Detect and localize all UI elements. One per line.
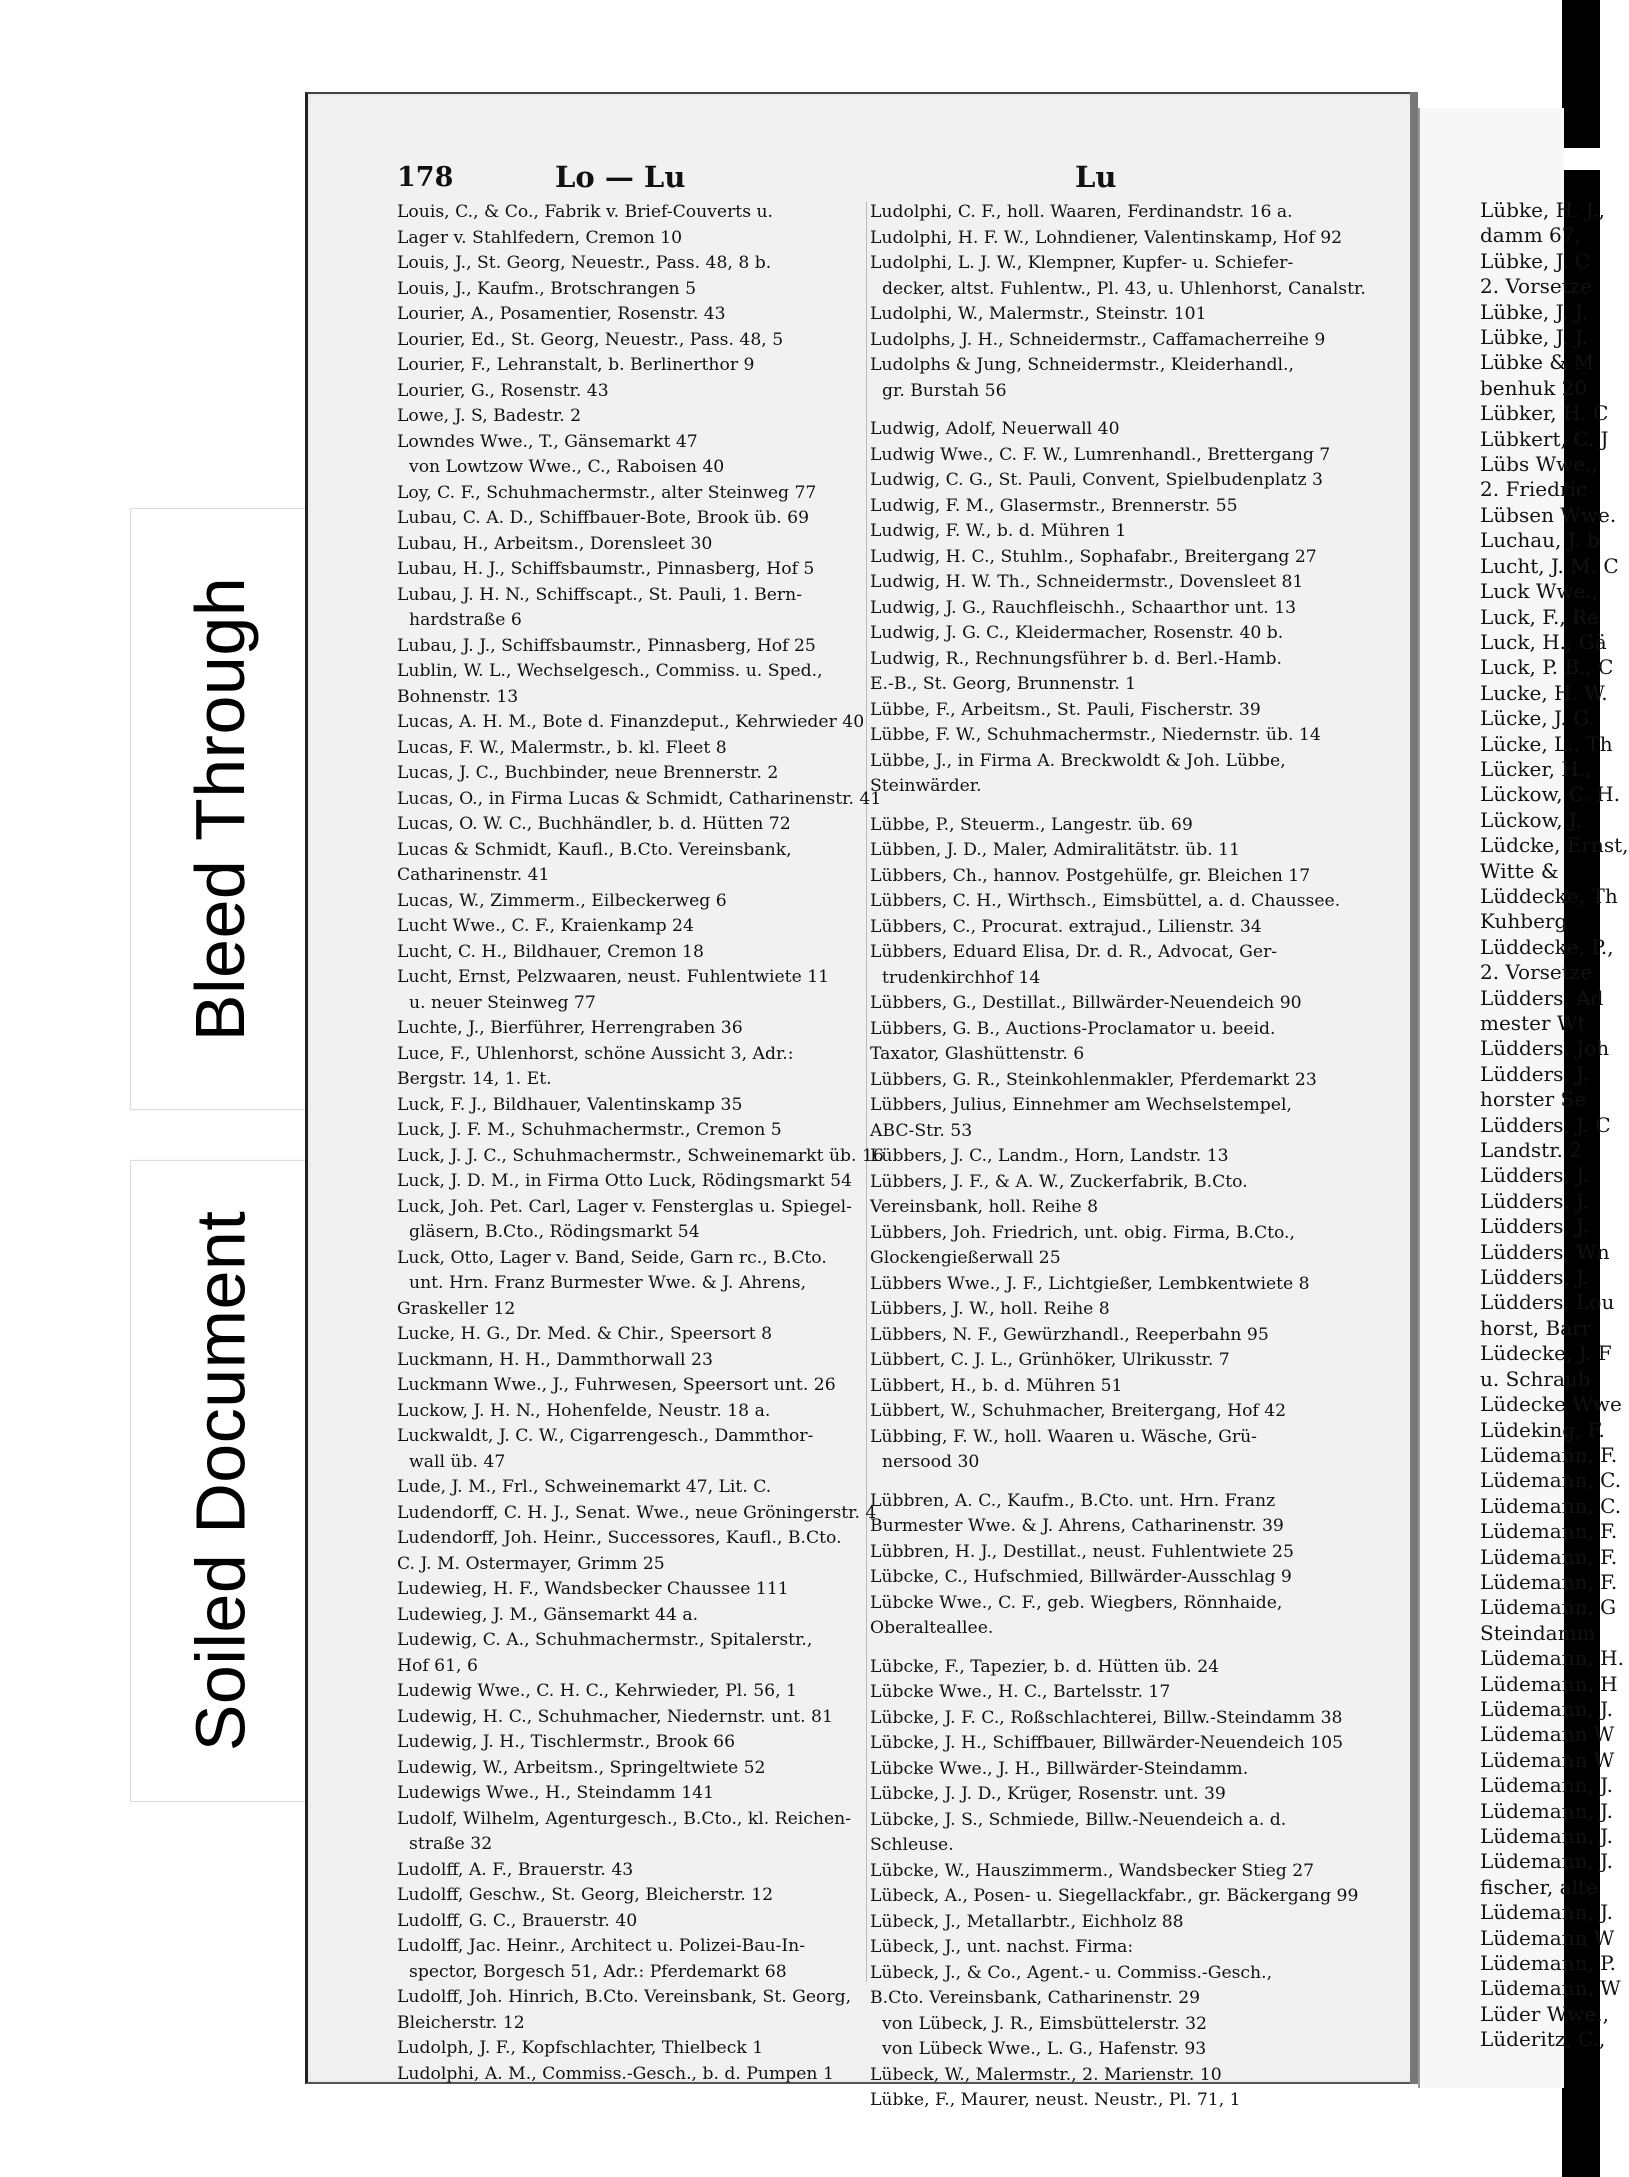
directory-entry: Lübcke, J. H., Schiffbauer, Billwärder-Neuendeich 105: [870, 1733, 1344, 1753]
running-head-left: Lo — Lu: [555, 160, 686, 194]
directory-entry: Lübbert, W., Schuhmacher, Breitergang, Hof 42: [870, 1401, 1287, 1421]
next-page-line: u. Schraub: [1480, 1366, 1591, 1391]
directory-entry: Luck, J. J. C., Schuhmachermstr., Schweinemarkt üb. 16: [397, 1145, 884, 1166]
directory-column-left: [397, 200, 884, 2087]
next-page-line: Lüdemann, W: [1480, 1976, 1621, 2001]
directory-entry: Ludewieg, J. M., Gänsemarkt 44 a.: [397, 1604, 699, 1625]
directory-entry: Lucht Wwe., C. F., Kraienkamp 24: [397, 916, 694, 936]
directory-entry: Burmester Wwe. & J. Ahrens, Catharinenstr. 39: [870, 1516, 1284, 1536]
next-page-fragment: [1418, 108, 1629, 2088]
directory-entry: Ludolphs, J. H., Schneidermstr., Caffamacherreihe 9: [870, 329, 1326, 350]
directory-entry: Lübbers Wwe., J. F., Lichtgießer, Lembkentwiete 8: [870, 1273, 1310, 1294]
next-page-line: Lüdemann W: [1480, 1722, 1615, 1747]
directory-entry: Lübbe, P., Steuerm., Langestr. üb. 69: [870, 814, 1193, 835]
running-head-right: Lu: [1075, 160, 1117, 194]
directory-entry: Lubau, C. A. D., Schiffbauer-Bote, Brook üb. 69: [397, 508, 810, 528]
next-page-line: damm 67,: [1480, 223, 1581, 248]
directory-entry: Taxator, Glashüttenstr. 6: [870, 1044, 1085, 1064]
directory-entry: Lucas, F. W., Malermstr., b. kl. Fleet 8: [397, 737, 727, 758]
next-page-line: benhuk 20: [1480, 375, 1588, 400]
directory-entry: Glockengießerwall 25: [870, 1248, 1061, 1268]
directory-entry: [870, 800, 1345, 813]
directory-entry: Lübbers, G. R., Steinkohlenmakler, Pferdemarkt 23: [870, 1069, 1317, 1090]
directory-entry: Luckmann, H. H., Dammthorwall 23: [397, 1349, 713, 1370]
next-page-line: Lüdemann, J.: [1480, 1824, 1613, 1848]
directory-entry: Lübbers, J. W., holl. Reihe 8: [870, 1299, 1110, 1319]
directory-entry: Lubau, H. J., Schiffsbaumstr., Pinnasberg, Hof 5: [397, 559, 815, 579]
directory-entry: Bleicherstr. 12: [397, 2012, 525, 2033]
next-page-line: horster Se: [1480, 1087, 1587, 1112]
directory-entry: Lübbren, H. J., Destillat., neust. Fuhlentwiete 25: [870, 1541, 1294, 1562]
directory-entry: Lübbers, J. C., Landm., Horn, Landstr. 13: [870, 1146, 1229, 1166]
directory-entry: Catharinenstr. 41: [397, 865, 550, 885]
directory-entry: Lübbe, F., Arbeitsm., St. Pauli, Fischerstr. 39: [870, 699, 1261, 720]
next-page-line: Lücke, J. G.: [1480, 706, 1595, 731]
directory-entry: Ludewig, C. A., Schuhmachermstr., Spitalerstr.,: [397, 1630, 813, 1650]
directory-entry: Ludwig, J. G., Rauchfleischh., Schaarthor unt. 13: [870, 597, 1297, 618]
directory-entry: Lucas, J. C., Buchbinder, neue Brennerstr. 2: [397, 763, 779, 783]
next-page-line: Lucht, J. M. C: [1480, 553, 1619, 578]
directory-entry: Ludwig Wwe., C. F. W., Lumrenhandl., Brettergang 7: [870, 444, 1331, 465]
directory-entry: Lucas, W., Zimmerm., Eilbeckerweg 6: [397, 890, 727, 911]
directory-entry: Lucke, H. G., Dr. Med. & Chir., Speersort 8: [397, 1324, 772, 1344]
directory-entry: Steinwärder.: [870, 776, 982, 796]
directory-entry: Ludewieg, H. F., Wandsbecker Chaussee 111: [397, 1579, 789, 1599]
directory-entry: von Lübeck, J. R., Eimsbüttelerstr. 32: [882, 2013, 1207, 2034]
directory-entry: Luchte, J., Bierführer, Herrengraben 36: [397, 1018, 743, 1038]
directory-entry: Bergstr. 14, 1. Et.: [397, 1069, 552, 1089]
next-page-line: Lücke, L., Th: [1480, 731, 1613, 756]
directory-entry: Ludewig, W., Arbeitsm., Springeltwiete 52: [397, 1757, 766, 1778]
directory-entry: Lübeck, A., Posen- u. Siegellackfabr., gr. Bäckergang 99: [870, 1886, 1359, 1906]
directory-entry: Lubau, J. J., Schiffsbaumstr., Pinnasberg, Hof 25: [397, 635, 816, 656]
directory-entry: Lübcke, F., Tapezier, b. d. Hütten üb. 24: [870, 1656, 1220, 1677]
directory-entry: Lübcke, J. S., Schmiede, Billw.-Neuendeich a. d.: [870, 1809, 1287, 1830]
next-page-line: Lüdecke, J. F: [1480, 1341, 1612, 1366]
directory-entry: Luck, J. D. M., in Firma Otto Luck, Rödingsmarkt 54: [397, 1171, 852, 1191]
directory-entry: Ludwig, H. W. Th., Schneidermstr., Dovensleet 81: [870, 572, 1304, 592]
directory-entry: Lübbers, Joh. Friedrich, unt. obig. Firma, B.Cto.,: [870, 1222, 1295, 1243]
directory-entry: Lübcke Wwe., C. F., geb. Wiegbers, Rönnhaide,: [870, 1592, 1283, 1613]
next-page-line: Lüdemann, P.: [1480, 1951, 1616, 1976]
directory-entry: Ludolf, Wilhelm, Agenturgesch., B.Cto., kl. Reichen-: [397, 1808, 852, 1829]
directory-entry: Ludendorff, C. H. J., Senat. Wwe., neue Gröningerstr. 4: [397, 1502, 877, 1523]
directory-entry: Ludolphi, C. F., holl. Waaren, Ferdinandstr. 16 a.: [870, 202, 1293, 222]
bleed-through-label: [130, 508, 310, 1110]
next-page-line: Luchau, J. b: [1480, 528, 1600, 553]
directory-entry: Ludolphs & Jung, Schneidermstr., Kleiderhandl.,: [870, 355, 1294, 375]
next-page-line: Lüdemann, C.: [1480, 1468, 1622, 1493]
next-page-line: Lübsen Wwe.: [1480, 502, 1617, 527]
directory-entry: Lübeck, W., Malermstr., 2. Marienstr. 10: [870, 2064, 1222, 2085]
directory-entry: Ludwig, R., Rechnungsführer b. d. Berl.-Hamb.: [870, 648, 1283, 669]
next-page-line: Lüdemann W: [1480, 1747, 1615, 1772]
next-page-line: Lüder Wwe.,: [1480, 2001, 1609, 2026]
directory-entry: Lübke, F., Maurer, neust. Neustr., Pl. 71, 1: [870, 2090, 1241, 2110]
directory-entry: trudenkirchhof 14: [882, 967, 1041, 988]
directory-entry: C. J. M. Ostermayer, Grimm 25: [397, 1553, 665, 1574]
directory-entry: Louis, C., & Co., Fabrik v. Brief-Couverts u.: [397, 202, 774, 222]
directory-entry: unt. Hrn. Franz Burmester Wwe. & J. Ahrens,: [409, 1273, 807, 1293]
directory-entry: Lübbren, A. C., Kaufm., B.Cto. unt. Hrn. Franz: [870, 1490, 1276, 1511]
directory-entry: Lourier, A., Posamentier, Rosenstr. 43: [397, 304, 726, 324]
directory-entry: [870, 404, 1345, 417]
directory-entry: Lübcke Wwe., J. H., Billwärder-Steindamm.: [870, 1758, 1249, 1779]
directory-entry: Lübbers, G. B., Auctions-Proclamator u. beeid.: [870, 1018, 1276, 1039]
directory-entry: von Lübeck Wwe., L. G., Hafenstr. 93: [882, 2039, 1207, 2059]
next-page-line: Luck Wwe.,: [1480, 579, 1599, 604]
soiled-document-label: [130, 1160, 310, 1802]
directory-entry: Lowe, J. S, Badestr. 2: [397, 406, 582, 426]
directory-entry: Ludolff, Geschw., St. Georg, Bleicherstr. 12: [397, 1885, 774, 1905]
directory-entry: Ludolphi, A. M., Commiss.-Gesch., b. d. Pumpen 1: [397, 2063, 834, 2084]
directory-entry: Lublin, W. L., Wechselgesch., Commiss. u. Sped.,: [397, 661, 823, 681]
directory-entry: [870, 1642, 1345, 1655]
next-page-line: Lüdemann, C.: [1480, 1493, 1622, 1518]
directory-entry: Ludewig, H. C., Schuhmacher, Niedernstr. unt. 81: [397, 1706, 833, 1727]
next-page-line: Lübke & M: [1480, 350, 1594, 375]
top-margin: [1335, 0, 1600, 18]
directory-entry: Lager v. Stahlfedern, Cremon 10: [397, 227, 683, 248]
directory-entry: Lübbers, G., Destillat., Billwärder-Neuendeich 90: [870, 993, 1302, 1013]
directory-entry: gläsern, B.Cto., Rödingsmarkt 54: [409, 1222, 700, 1242]
directory-entry: Ludewig Wwe., C. H. C., Kehrwieder, Pl. 56, 1: [397, 1681, 797, 1701]
directory-column-right: [870, 200, 1366, 2114]
next-page-line: Lücker, H.,: [1480, 756, 1592, 781]
next-page-line: Lüdeking, F.: [1480, 1417, 1605, 1442]
next-page-line: Lüddecke, Th: [1480, 883, 1618, 908]
directory-entry: Lübbers, Ch., hannov. Postgehülfe, gr. Bleichen 17: [870, 865, 1311, 886]
next-page-line: Lüdemann, J.: [1480, 1900, 1613, 1925]
next-page-line: Lüdemann, J.: [1480, 1798, 1613, 1823]
next-page-line: Lüdders, Lou: [1480, 1290, 1615, 1315]
next-page-line: 2. Friedric: [1480, 477, 1588, 502]
directory-entry: Lübbing, F. W., holl. Waaren u. Wäsche, Grü-: [870, 1426, 1257, 1447]
directory-entry: Lourier, Ed., St. Georg, Neuestr., Pass. 48, 5: [397, 329, 784, 350]
next-page-line: Luck, F., Re: [1480, 604, 1599, 629]
directory-entry: Ludwig, J. G. C., Kleidermacher, Rosenstr. 40 b.: [870, 623, 1284, 643]
directory-entry: Luckow, J. H. N., Hohenfelde, Neustr. 18 a.: [397, 1400, 771, 1421]
directory-entry: Lübbers, C., Procurat. extrajud., Lilienstr. 34: [870, 916, 1262, 937]
directory-entry: Lucas & Schmidt, Kaufl., B.Cto. Vereinsbank,: [397, 839, 792, 860]
directory-entry: hardstraße 6: [409, 610, 522, 630]
next-page-line: Lüdders, Wn: [1480, 1239, 1610, 1264]
next-page-line: Lüdcke, Ernst,: [1480, 833, 1629, 858]
directory-entry: Lude, J. M., Frl., Schweinemarkt 47, Lit. C.: [397, 1477, 772, 1497]
next-page-line: Kuhberg: [1480, 909, 1568, 934]
directory-entry: Lubau, H., Arbeitsm., Dorensleet 30: [397, 533, 713, 554]
directory-entry: Ludwig, F. W., b. d. Mühren 1: [870, 521, 1127, 541]
next-page-line: Lüdders, J.: [1480, 1163, 1589, 1188]
directory-entry: Lübbers, Eduard Elisa, Dr. d. R., Advocat, Ger-: [870, 942, 1278, 962]
next-page-line: Lübke, J. C: [1480, 248, 1591, 273]
directory-entry: Lübbers, J. F., & A. W., Zuckerfabrik, B.Cto.: [870, 1171, 1248, 1192]
directory-entry: Lübben, J. D., Maler, Admiralitätstr. üb. 11: [870, 840, 1241, 860]
next-page-line: Lüdders, Joh: [1480, 1036, 1610, 1061]
next-page-line: Lüdemann, F.: [1480, 1569, 1618, 1594]
next-page-line: Lübke, J. J.: [1480, 299, 1588, 324]
directory-entry: Luckwaldt, J. C. W., Cigarrengesch., Dammthor-: [397, 1426, 814, 1446]
next-page-line: Lückow, C. H.: [1480, 782, 1621, 807]
directory-entry: Lübcke, J. F. C., Roßschlachterei, Billw.-Steindamm 38: [870, 1707, 1343, 1728]
directory-entry: Louis, J., Kaufm., Brotschrangen 5: [397, 278, 697, 299]
directory-entry: Ludolff, Joh. Hinrich, B.Cto. Vereinsbank, St. Georg,: [397, 1987, 852, 2007]
directory-entry: Luck, Otto, Lager v. Band, Seide, Garn rc., B.Cto.: [397, 1247, 827, 1268]
next-page-line: Lückow, J.: [1480, 807, 1582, 832]
next-page-line: Lucke, H. W.: [1480, 680, 1608, 705]
next-page-line: Lüdemann, H: [1480, 1671, 1618, 1696]
next-page-line: 2. Vorsetze: [1480, 960, 1593, 985]
next-page-line: Lüdders, J.: [1480, 1061, 1589, 1086]
directory-entry: Ludolph, J. F., Kopfschlachter, Thielbeck 1: [397, 2038, 764, 2058]
directory-entry: Luce, F., Uhlenhorst, schöne Aussicht 3, Adr.:: [397, 1043, 794, 1064]
next-page-line: Lüdders, Ad: [1480, 985, 1604, 1010]
directory-entry: Lucht, Ernst, Pelzwaaren, neust. Fuhlentwiete 11: [397, 967, 830, 987]
next-page-line: Lüdemann, G: [1480, 1595, 1617, 1620]
directory-entry: Luckmann Wwe., J., Fuhrwesen, Speersort unt. 26: [397, 1375, 836, 1395]
directory-entry: Hof 61, 6: [397, 1655, 478, 1676]
directory-entry: Ludolff, G. C., Brauerstr. 40: [397, 1910, 638, 1931]
directory-entry: Oberalteallee.: [870, 1618, 994, 1638]
directory-entry: Lübbers, N. F., Gewürzhandl., Reeperbahn 95: [870, 1324, 1269, 1345]
directory-entry: [870, 1476, 1345, 1489]
directory-entry: u. neuer Steinweg 77: [409, 992, 596, 1013]
page-gutter: [1410, 92, 1418, 2084]
directory-entry: Lübbert, H., b. d. Mühren 51: [870, 1375, 1123, 1396]
directory-entry: Lübcke, W., Hauszimmerm., Wandsbecker Stieg 27: [870, 1860, 1315, 1881]
next-page-line: Lüderitz, C.,: [1480, 2027, 1606, 2052]
directory-entry: Ludolphi, L. J. W., Klempner, Kupfer- u. Schiefer-: [870, 253, 1294, 273]
next-page-line: Lübke, H. J.,: [1480, 198, 1605, 222]
directory-entry: B.Cto. Vereinsbank, Catharinenstr. 29: [870, 1988, 1201, 2008]
directory-entry: Lourier, G., Rosenstr. 43: [397, 380, 609, 401]
directory-entry: Ludolphi, W., Malermstr., Steinstr. 101: [870, 304, 1207, 324]
next-page-line: horst, Barr: [1480, 1315, 1592, 1340]
next-page-line: 2. Vorsetze: [1480, 274, 1593, 299]
next-page-line: Lüdders, J.: [1480, 1188, 1589, 1213]
next-page-line: Lüdders, J.: [1480, 1214, 1589, 1239]
directory-entry: Lübcke Wwe., H. C., Bartelsstr. 17: [870, 1682, 1171, 1702]
directory-entry: Ludolphi, H. F. W., Lohndiener, Valentinskamp, Hof 92: [870, 227, 1343, 248]
directory-entry: Lucas, O. W. C., Buchhändler, b. d. Hütten 72: [397, 814, 791, 834]
next-page-line: Lüdemann, J.: [1480, 1849, 1613, 1874]
directory-entry: Luck, F. J., Bildhauer, Valentinskamp 35: [397, 1094, 743, 1115]
directory-entry: Lübeck, J., unt. nachst. Firma:: [870, 1937, 1134, 1957]
directory-entry: Ludewigs Wwe., H., Steindamm 141: [397, 1783, 715, 1803]
directory-entry: Lowndes Wwe., T., Gänsemarkt 47: [397, 431, 698, 452]
next-page-line: Lübker, H. C: [1480, 401, 1609, 426]
next-page-line: Luck, P. B., C: [1480, 655, 1614, 680]
next-page-line: Lübs Wwe.,: [1480, 452, 1598, 477]
next-page-line: Lüdemann, F.: [1480, 1442, 1618, 1467]
directory-entry: Schleuse.: [870, 1835, 954, 1855]
next-page-line: Lüdecke Wwe: [1480, 1392, 1622, 1417]
directory-entry: Lubau, J. H. N., Schiffscapt., St. Pauli, 1. Bern-: [397, 584, 803, 605]
directory-entry: Lübeck, J., Metallarbtr., Eichholz 88: [870, 1911, 1184, 1932]
directory-entry: Ludolff, Jac. Heinr., Architect u. Polizei-Bau-In-: [397, 1936, 806, 1956]
soiled-document-text: Soiled Document: [181, 1210, 260, 1752]
directory-entry: nersood 30: [882, 1452, 980, 1472]
next-page-line: Lüdemann, F.: [1480, 1544, 1618, 1569]
directory-entry: ABC-Str. 53: [870, 1120, 973, 1141]
directory-entry: wall üb. 47: [409, 1451, 506, 1472]
directory-entry: Lübbe, F. W., Schuhmachermstr., Niedernstr. üb. 14: [870, 725, 1321, 745]
next-page-line: Lüdemann, J.: [1480, 1696, 1613, 1721]
next-page-line: Lüdemann, H.: [1480, 1646, 1624, 1671]
directory-entry: Lübbers, Julius, Einnehmer am Wechselstempel,: [870, 1095, 1292, 1115]
next-page-line: Lüdemann, F.: [1480, 1519, 1618, 1544]
directory-entry: Ludolff, A. F., Brauerstr. 43: [397, 1859, 634, 1880]
next-page-line: Lüdders, J.: [1480, 1265, 1589, 1290]
directory-entry: decker, altst. Fuhlentw., Pl. 43, u. Uhlenhorst, Canalstr.: [882, 278, 1366, 299]
directory-entry: Lourier, F., Lehranstalt, b. Berlinerthor 9: [397, 355, 755, 375]
directory-entry: Lucht, C. H., Bildhauer, Cremon 18: [397, 941, 704, 962]
directory-entry: Lübbert, C. J. L., Grünhöker, Ulrikusstr. 7: [870, 1350, 1230, 1370]
next-page-line: mester Wt: [1480, 1011, 1586, 1035]
next-page-line: Luck, H., Gä: [1480, 629, 1607, 654]
directory-entry: Ludendorff, Joh. Heinr., Successores, Kaufl., B.Cto.: [397, 1528, 842, 1548]
directory-entry: spector, Borgesch 51, Adr.: Pferdemarkt 68: [409, 1961, 787, 1982]
directory-entry: gr. Burstah 56: [882, 380, 1007, 401]
directory-entry: Lübbers, C. H., Wirthsch., Eimsbüttel, a. d. Chaussee.: [870, 891, 1341, 911]
directory-entry: Ludwig, F. M., Glasermstr., Brennerstr. 55: [870, 495, 1238, 516]
directory-entry: Lübeck, J., & Co., Agent.- u. Commiss.-Gesch.,: [870, 1962, 1273, 1983]
next-page-line: Lübke, J. J.: [1480, 325, 1588, 350]
directory-entry: Luck, Joh. Pet. Carl, Lager v. Fensterglas u. Spiegel-: [397, 1196, 852, 1217]
next-page-line: Landstr. 2: [1480, 1138, 1582, 1163]
directory-entry: Lübcke, C., Hufschmied, Billwärder-Ausschlag 9: [870, 1567, 1292, 1587]
directory-entry: straße 32: [409, 1834, 493, 1854]
next-page-line: fischer, alte: [1480, 1874, 1598, 1899]
directory-entry: Loy, C. F., Schuhmachermstr., alter Steinweg 77: [397, 482, 817, 503]
directory-entry: Bohnenstr. 13: [397, 686, 519, 707]
directory-entry: Lucas, O., in Firma Lucas & Schmidt, Catharinenstr. 41: [397, 788, 882, 809]
next-page-line: Witte &: [1480, 858, 1559, 883]
directory-entry: von Lowtzow Wwe., C., Raboisen 40: [409, 457, 725, 477]
directory-entry: Ludwig, C. G., St. Pauli, Convent, Spielbudenplatz 3: [870, 470, 1323, 490]
next-page-line: Lüdemann W: [1480, 1925, 1615, 1950]
next-page-line: Steindamm: [1480, 1620, 1596, 1645]
next-page-line: Lüdemann, J.: [1480, 1773, 1613, 1798]
directory-entry: Graskeller 12: [397, 1298, 516, 1319]
directory-entry: Lübbe, J., in Firma A. Breckwoldt & Joh. Lübbe,: [870, 750, 1286, 771]
page-number: 178: [397, 162, 454, 193]
directory-entry: Ludwig, Adolf, Neuerwall 40: [870, 419, 1120, 439]
next-page-line: Lüddecke, P.,: [1480, 934, 1614, 959]
directory-entry: Ludwig, H. C., Stuhlm., Sophafabr., Breitergang 27: [870, 546, 1317, 567]
directory-entry: Louis, J., St. Georg, Neuestr., Pass. 48, 8 b.: [397, 253, 772, 273]
directory-entry: Ludewig, J. H., Tischlermstr., Brook 66: [397, 1732, 736, 1752]
directory-entry: Lucas, A. H. M., Bote d. Finanzdeput., Kehrwieder 40: [397, 712, 865, 732]
directory-entry: Luck, J. F. M., Schuhmachermstr., Cremon 5: [397, 1120, 782, 1140]
next-page-line: Lüdders, J. C: [1480, 1112, 1611, 1137]
directory-entry: E.-B., St. Georg, Brunnenstr. 1: [870, 674, 1137, 694]
directory-entry: Vereinsbank, holl. Reihe 8: [870, 1197, 1099, 1217]
directory-entry: Lübcke, J. J. D., Krüger, Rosenstr. unt. 39: [870, 1784, 1226, 1804]
bleed-through-text: Bleed Through: [181, 576, 260, 1042]
next-page-line: Lübkert, C. J: [1480, 426, 1609, 451]
